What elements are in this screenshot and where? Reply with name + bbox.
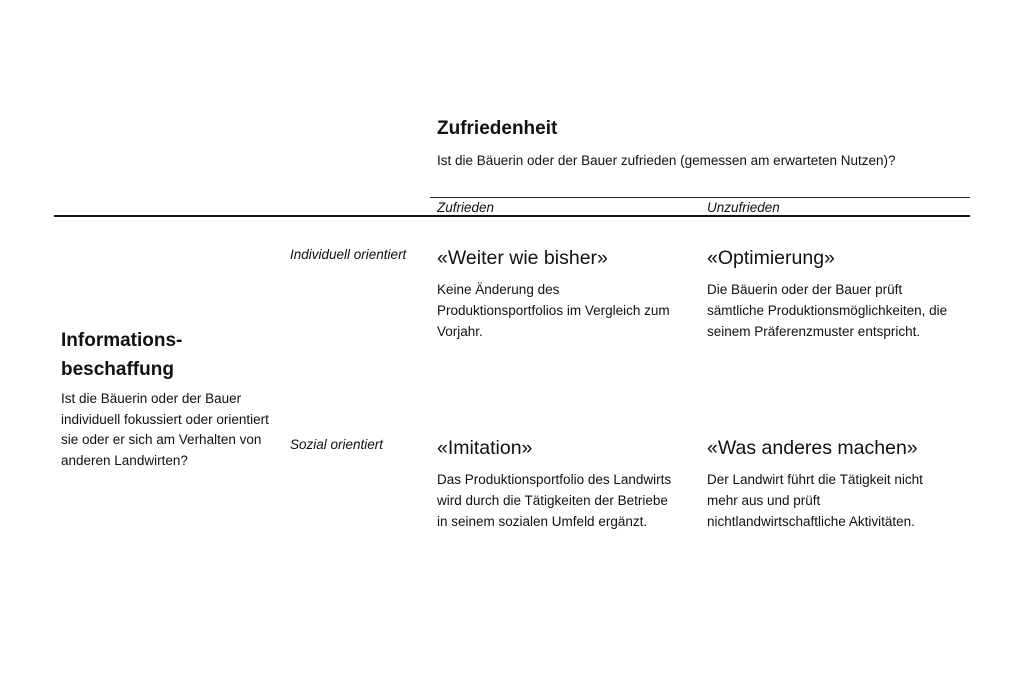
- cell-title-imitation: «Imitation»: [437, 437, 533, 459]
- row-label-social: Sozial orientiert: [290, 437, 384, 452]
- cell-title-weiter-wie-bisher: «Weiter wie bisher»: [437, 247, 608, 269]
- cell-title-was-anderes-machen: «Was anderes machen»: [707, 437, 918, 459]
- information-title-text: Informations- beschaffung: [61, 330, 183, 380]
- information-title: [61, 326, 271, 384]
- information-question: Ist die Bäuerin oder der Bauer individuell fokussiert oder orientiert sie oder er sich am Verhalten von anderen Landwirten?: [61, 391, 269, 468]
- satisfaction-title: Zufriedenheit: [437, 118, 558, 139]
- cell-desc-imitation: Das Produktionsportfolio des Landwirts wird durch die Tätigkeiten der Betriebe in seinem sozialen Umfeld ergänzt.: [437, 472, 672, 529]
- row-label-individual: Individuell orientiert: [290, 247, 407, 262]
- cell-desc-weiter-wie-bisher: Keine Änderung des Produktionsportfolios im Vergleich zum Vorjahr.: [437, 282, 670, 339]
- table-top-rule: [54, 215, 970, 217]
- cell-desc-optimierung: Die Bäuerin oder der Bauer prüft sämtliche Produktionsmöglichkeiten, die seinem Präferenzmuster entspricht.: [707, 282, 948, 339]
- cell-title-optimierung: «Optimierung»: [707, 247, 835, 269]
- column-header-zufrieden: Zufrieden: [437, 200, 495, 215]
- header-divider: [430, 197, 970, 198]
- cell-desc-was-anderes-machen: Der Landwirt führt die Tätigkeit nicht mehr aus und prüft nichtlandwirtschaftliche Aktivitäten.: [707, 472, 923, 529]
- column-header-unzufrieden: Unzufrieden: [707, 200, 780, 215]
- satisfaction-question: Ist die Bäuerin oder der Bauer zufrieden (gemessen am erwarteten Nutzen)?: [437, 153, 896, 168]
